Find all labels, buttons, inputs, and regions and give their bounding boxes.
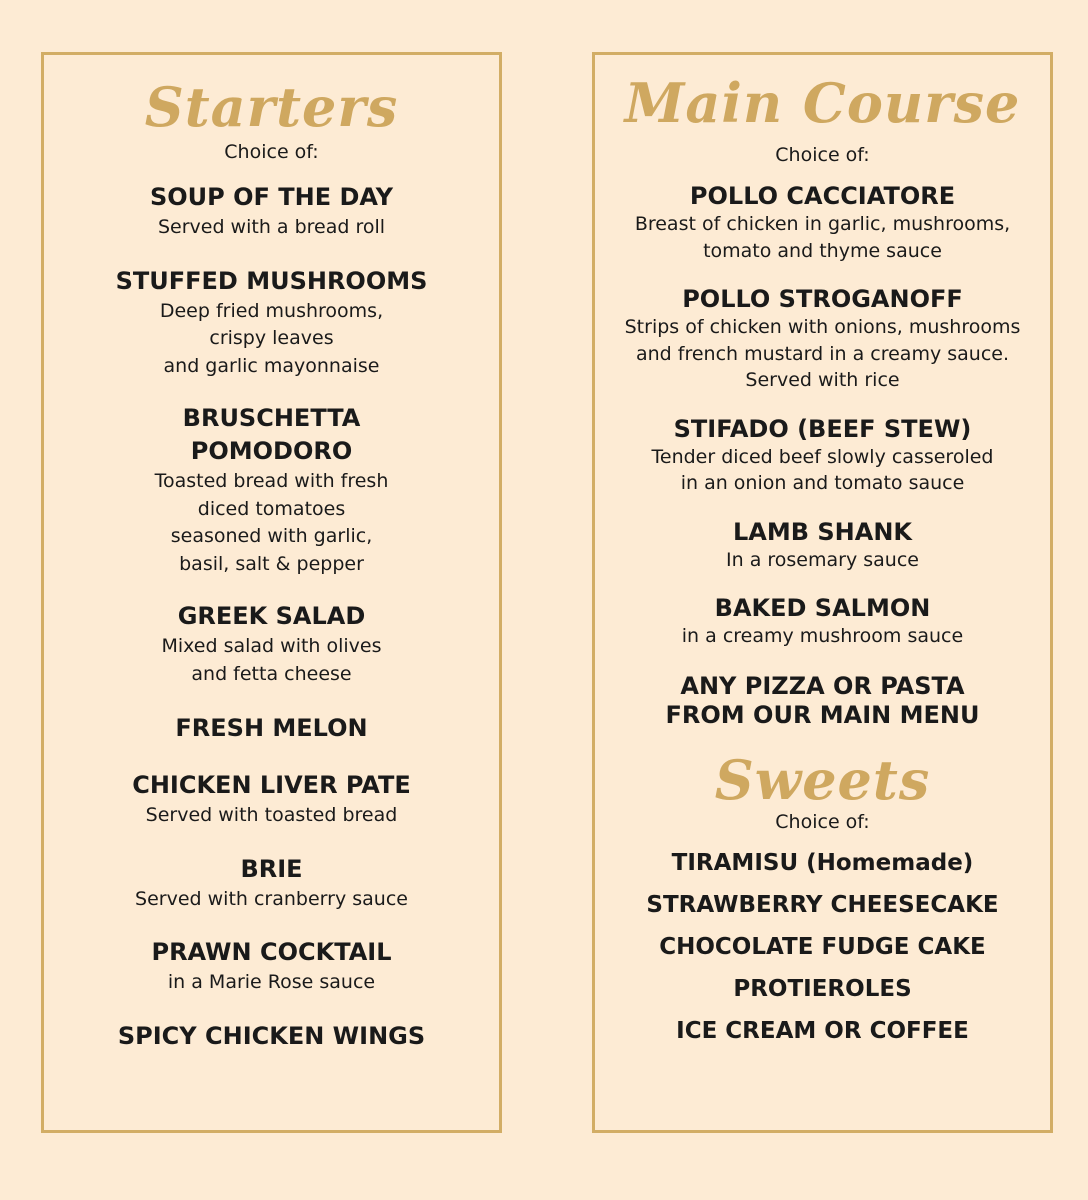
- item-description: Served with cranberry sauce: [135, 887, 408, 910]
- sweet-item: PROTIEROLES: [733, 975, 912, 1002]
- sweets-list: [595, 846, 1050, 1048]
- item-description: Breast of chicken in garlic, mushrooms, tomato and thyme sauce: [634, 213, 1011, 262]
- item-description: Mixed salad with olives and fetta cheese: [161, 635, 382, 685]
- item-name: BAKED SALMON: [714, 594, 931, 622]
- sweet-item: CHOCOLATE FUDGE CAKE: [659, 933, 986, 960]
- menu-item: [595, 672, 1050, 730]
- item-name: ANY PIZZA OR PASTA FROM OUR MAIN MENU: [665, 671, 980, 729]
- menu-item: [44, 600, 499, 688]
- item-name: SPICY CHICKEN WINGS: [117, 1021, 426, 1050]
- item-name: STIFADO (BEEF STEW): [673, 414, 972, 443]
- sweet-item: ICE CREAM OR COFFEE: [676, 1017, 969, 1044]
- sweets-title: Sweets: [714, 747, 931, 812]
- item-description: Strips of chicken with onions, mushrooms and french mustard in a creamy sauce. Served with rice: [624, 316, 1021, 391]
- menu-item: [44, 712, 499, 745]
- item-description: in a creamy mushroom sauce: [681, 625, 964, 647]
- item-name: FRESH MELON: [175, 714, 368, 742]
- menu-item: [44, 936, 499, 997]
- item-name: BRIE: [240, 854, 303, 883]
- item-description: Deep fried mushrooms, crispy leaves and garlic mayonnaise: [159, 299, 384, 377]
- item-name: PRAWN COCKTAIL: [151, 938, 392, 966]
- starters-choice-label: Choice of:: [224, 141, 319, 163]
- item-name: POLLO CACCIATORE: [689, 182, 956, 210]
- item-name: POLLO STROGANOFF: [682, 285, 963, 313]
- menu-item: [44, 181, 499, 242]
- main-course-panel: [592, 52, 1053, 1133]
- sweet-item: STRAWBERRY CHEESECAKE: [646, 891, 999, 918]
- item-description: Tender diced beef slowly casseroled in an onion and tomato sauce: [651, 445, 994, 494]
- main-course-title: Main Course: [624, 71, 1021, 135]
- item-name: BRUSCHETTA POMODORO: [182, 404, 361, 465]
- item-name: CHICKEN LIVER PATE: [132, 771, 411, 799]
- menu-item: [595, 181, 1050, 264]
- item-name: STUFFED MUSHROOMS: [115, 266, 428, 295]
- menu-item: [595, 284, 1050, 394]
- menu-item: [595, 517, 1050, 574]
- sweets-choice-label: Choice of:: [775, 810, 870, 833]
- menu-item: [44, 265, 499, 381]
- item-description: Served with toasted bread: [145, 804, 398, 826]
- item-name: LAMB SHANK: [732, 517, 913, 546]
- item-description: in a Marie Rose sauce: [167, 971, 376, 993]
- menu-item: [595, 593, 1050, 650]
- menu-item: [44, 853, 499, 914]
- menu-item: [44, 769, 499, 830]
- menu-item: [44, 402, 499, 578]
- item-description: Toasted bread with fresh diced tomatoes seasoned with garlic, basil, salt & pepper: [154, 470, 389, 575]
- item-description: In a rosemary sauce: [726, 548, 919, 571]
- item-description: Served with a bread roll: [157, 216, 386, 238]
- sweet-item: TIRAMISU (Homemade): [671, 849, 974, 876]
- menu-item: [595, 414, 1050, 497]
- starters-title: Starters: [144, 75, 399, 139]
- item-name: GREEK SALAD: [177, 602, 366, 630]
- item-name: SOUP OF THE DAY: [149, 183, 394, 211]
- main-course-choice-label: Choice of:: [775, 144, 870, 166]
- menu-item: [44, 1020, 499, 1053]
- starters-panel: [41, 52, 502, 1133]
